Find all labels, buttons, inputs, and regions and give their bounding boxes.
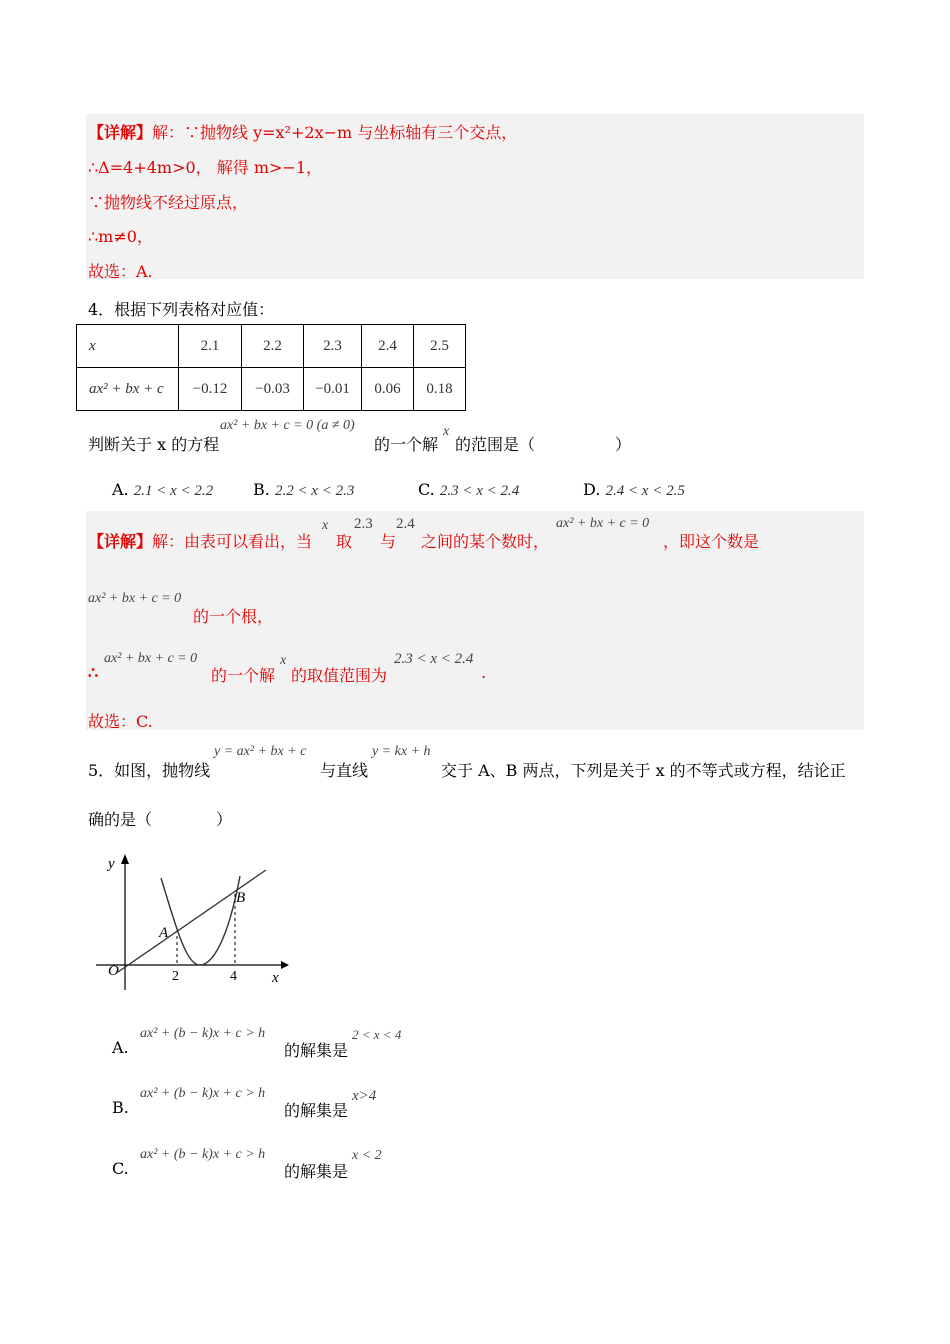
table-cell: −0.12 [179, 368, 242, 411]
straight-line [118, 870, 266, 972]
table-cell: 2.2 [242, 325, 304, 368]
q3-solution-line1 [88, 120, 517, 143]
solution-tag: 【详解】 [88, 532, 153, 551]
q4-option-a[interactable] [112, 480, 213, 500]
q4-sol-p2-text: 的一个根， [193, 607, 274, 626]
table-cell: 2.5 [414, 325, 466, 368]
table-cell: −0.03 [242, 368, 304, 411]
table-cell: −0.01 [304, 368, 362, 411]
table-cell: x [77, 325, 179, 368]
option-label: C. [112, 1159, 129, 1178]
q4-sol-p1-end: ，即这个数是 [663, 532, 760, 551]
q4-question [88, 432, 219, 455]
q4-equation: ax² + bx + c = 0 (a ≠ 0) [220, 418, 355, 433]
q5-stem-pre: 5．如图，抛物线 [88, 761, 211, 780]
q4-sol-p3-range: 2.3 < x < 2.4 [394, 651, 474, 667]
q5-option-b-set: x>4 [352, 1088, 377, 1104]
q5-option-c[interactable] [112, 1159, 129, 1178]
option-text: 2.3 < x < 2.4 [439, 483, 520, 499]
q5-stem-post: 交于 A、B 两点，下列是关于 x 的不等式或方程，结论正 [441, 761, 846, 780]
q5-option-c-mid: 的解集是 [284, 1162, 349, 1181]
q4-option-b[interactable] [253, 480, 354, 500]
q4-stem: 4．根据下列表格对应值： [88, 300, 275, 319]
q4-value-table [76, 324, 466, 411]
q5-option-b-mid: 的解集是 [284, 1101, 349, 1120]
q4-sol-p1-a: 2.3 [354, 516, 373, 532]
option-label: B. [253, 480, 270, 499]
option-text: 2.1 < x < 2.2 [133, 483, 214, 499]
q4-question-var: x [443, 424, 450, 439]
q4-sol-p1-between: 之间的某个数时， [421, 532, 550, 551]
q5-stem-mid: 与直线 [320, 761, 369, 780]
q4-question-post: 的范围是（ ） [455, 435, 632, 454]
option-label: C. [418, 480, 435, 499]
q4-sol-p1-eq: ax² + bx + c = 0 [556, 516, 650, 531]
origin-label: O [108, 963, 119, 979]
q4-sol-p1-b: 2.4 [396, 516, 415, 532]
q4-question-pre: 判断关于 x 的方程 [88, 435, 220, 454]
option-label: B. [112, 1098, 129, 1117]
q5-option-a-set: 2 < x < 4 [352, 1027, 402, 1042]
y-axis-arrow [121, 854, 129, 864]
q4-sol-p1-take: 取 [336, 532, 353, 551]
q4-sol-p3-eq: ax² + bx + c = 0 [104, 651, 198, 666]
q5-option-b[interactable] [112, 1098, 129, 1117]
table-cell: 2.4 [362, 325, 414, 368]
q3-solution-answer: 故选：A. [88, 262, 153, 281]
q4-option-d[interactable] [583, 480, 685, 500]
tick-label-2: 2 [172, 969, 179, 984]
table-cell: 2.1 [179, 325, 242, 368]
option-label: A. [112, 1038, 129, 1057]
table-row [77, 368, 466, 411]
q4-solution-answer: 故选：C. [88, 712, 153, 731]
point-a-label: A [159, 925, 169, 941]
y-axis-label: y [108, 856, 115, 872]
q4-sol-p3-text1: 的一个解 [211, 666, 276, 685]
q4-sol-p3-text2: 的取值范围为 [291, 666, 388, 685]
table-cell: 2.3 [304, 325, 362, 368]
q4-sol-p1-x: x [322, 518, 329, 533]
option-label: A. [112, 480, 129, 499]
q4-sol-p1-and: 与 [380, 532, 397, 551]
option-text: 2.4 < x < 2.5 [605, 483, 685, 499]
table-cell: 0.06 [362, 368, 414, 411]
q4-option-c[interactable] [418, 480, 519, 500]
q5-option-a[interactable] [112, 1038, 129, 1057]
table-row [77, 325, 466, 368]
solution-text: 解：由表可以看出，当 [152, 532, 313, 551]
q4-sol-p3-end: . [481, 663, 487, 682]
solution-text: 解：∵抛物线 y=x²+2x−m 与坐标轴有三个交点， [152, 123, 518, 142]
q5-parabola-eq: y = ax² + bx + c [214, 744, 307, 759]
table-cell: ax² + bx + c [77, 368, 179, 411]
q4-sol-p3-therefore: ∴ [88, 663, 99, 682]
x-axis-label: x [272, 970, 279, 986]
q5-option-c-set: x < 2 [352, 1148, 382, 1163]
tick-label-4: 4 [230, 969, 237, 984]
table-cell: 0.18 [414, 368, 466, 411]
q5-line-eq: y = kx + h [372, 744, 431, 759]
q4-question-mid: 的一个解 [374, 435, 439, 454]
q5-graph [96, 850, 296, 995]
q5-option-b-ineq: ax² + (b − k)x + c > h [140, 1086, 266, 1101]
q5-option-a-ineq: ax² + (b − k)x + c > h [140, 1026, 266, 1041]
option-label: D. [583, 480, 601, 499]
q3-solution-line2: ∴Δ=4+4m>0， 解得 m>−1， [88, 158, 323, 177]
parabola-curve [161, 876, 240, 965]
q3-solution-line4: ∴m≠0， [88, 227, 153, 246]
q4-sol-p2-eq: ax² + bx + c = 0 [88, 591, 182, 606]
x-axis-arrow [281, 961, 289, 969]
q4-sol-p3-x: x [280, 653, 287, 668]
option-text: 2.2 < x < 2.3 [274, 483, 355, 499]
point-b-label: B [236, 890, 246, 906]
q5-option-a-mid: 的解集是 [284, 1041, 349, 1060]
q4-sol-p1 [88, 529, 312, 552]
q5-option-c-ineq: ax² + (b − k)x + c > h [140, 1147, 266, 1162]
q5-stem-line2: 确的是（ ） [88, 810, 233, 829]
q3-solution-line3: ∵抛物线不经过原点， [88, 193, 249, 212]
solution-tag: 【详解】 [88, 123, 153, 142]
